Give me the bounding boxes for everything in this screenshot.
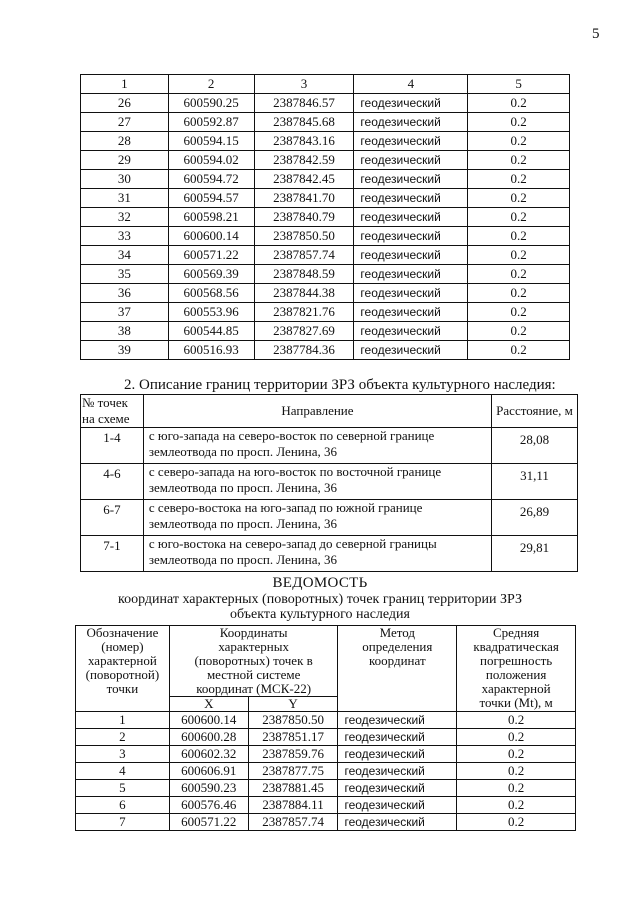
coord-y: 2387845.68: [254, 113, 354, 132]
method: геодезический: [354, 284, 468, 303]
table-row: [81, 322, 570, 341]
table-row: [81, 113, 570, 132]
point-number: 37: [81, 303, 169, 322]
page-number: 5: [592, 26, 600, 42]
table-row: [81, 94, 570, 113]
error: 0.2: [468, 94, 570, 113]
coord-x: 600571.22: [169, 814, 248, 831]
coord-y: 2387840.79: [254, 208, 354, 227]
direction-line: с юго-запада на северо-восток по северной границе: [148, 428, 435, 443]
statement-subtitle-line: координат характерных (поворотных) точек границ территории ЗРЗ: [117, 592, 523, 607]
table-row: [81, 265, 570, 284]
coordinates-header: [169, 626, 338, 697]
table-row: [81, 536, 578, 572]
method: геодезический: [354, 151, 468, 170]
method: геодезический: [354, 303, 468, 322]
table-row: [76, 797, 576, 814]
coord-y: 2387784.36: [254, 341, 354, 360]
header-line: Метод: [379, 625, 416, 640]
points-header-line: на схеме: [82, 411, 130, 426]
header-line: (поворотной): [85, 667, 160, 682]
direction-line: с юго-востока на северо-запад до северной границы: [148, 536, 437, 551]
header-line: координат (МСК-22): [196, 681, 312, 696]
coord-x: 600590.23: [169, 780, 248, 797]
statement-subtitle: [0, 592, 640, 622]
header-line: характерной: [87, 653, 157, 668]
method: геодезический: [354, 170, 468, 189]
header-line: Координаты: [219, 625, 288, 640]
error: 0.2: [457, 797, 576, 814]
table-row: [81, 303, 570, 322]
column-header: 5: [468, 75, 570, 94]
method: геодезический: [354, 265, 468, 284]
error: 0.2: [468, 322, 570, 341]
coord-y: 2387842.45: [254, 170, 354, 189]
coord-x: 600600.28: [169, 729, 248, 746]
method-header: [338, 626, 457, 712]
section-title: 2. Описание границ территории ЗРЗ объекта культурного наследия:: [124, 377, 556, 393]
coord-y: 2387884.11: [248, 797, 338, 814]
coord-y: 2387857.74: [254, 246, 354, 265]
column-header: 1: [81, 75, 169, 94]
method: геодезический: [338, 797, 457, 814]
coord-y: 2387821.76: [254, 303, 354, 322]
table-header-row: [81, 75, 570, 94]
header-line: положения: [485, 667, 547, 682]
coord-y: 2387844.38: [254, 284, 354, 303]
coord-y: 2387848.59: [254, 265, 354, 284]
error: 0.2: [457, 814, 576, 831]
error: 0.2: [468, 132, 570, 151]
error: 0.2: [468, 265, 570, 284]
distance-value: 26,89: [492, 500, 578, 536]
table-header-row: [76, 626, 576, 697]
error-header: [457, 626, 576, 712]
coord-x: 600576.46: [169, 797, 248, 814]
point-number: 33: [81, 227, 169, 246]
point-number: 5: [76, 780, 170, 797]
x-header: X: [169, 697, 248, 712]
table-row: [81, 227, 570, 246]
coord-y: 2387842.59: [254, 151, 354, 170]
header-line: (номер): [101, 639, 144, 654]
coord-x: 600600.14: [169, 712, 248, 729]
table-header-row: [81, 395, 578, 428]
coord-x: 600516.93: [168, 341, 254, 360]
table-row: [76, 712, 576, 729]
method: геодезический: [338, 712, 457, 729]
error: 0.2: [468, 208, 570, 227]
coord-x: 600592.87: [168, 113, 254, 132]
method: геодезический: [354, 94, 468, 113]
coord-x: 600594.15: [168, 132, 254, 151]
method: геодезический: [338, 780, 457, 797]
point-number: 34: [81, 246, 169, 265]
header-line: погрешность: [479, 653, 553, 668]
coord-y: 2387859.76: [248, 746, 338, 763]
direction-line: с северо-востока на юго-запад по южной границе: [148, 500, 423, 515]
method: геодезический: [338, 729, 457, 746]
table-row: [76, 746, 576, 763]
points-header: [81, 395, 144, 428]
method: геодезический: [354, 189, 468, 208]
error: 0.2: [468, 341, 570, 360]
method: геодезический: [338, 814, 457, 831]
table-row: [81, 428, 578, 464]
segment-points: 1-4: [81, 428, 144, 464]
error: 0.2: [457, 746, 576, 763]
coord-x: 600568.56: [168, 284, 254, 303]
coord-y: 2387851.17: [248, 729, 338, 746]
coord-x: 600553.96: [168, 303, 254, 322]
error: 0.2: [468, 151, 570, 170]
coord-y: 2387843.16: [254, 132, 354, 151]
coord-x: 600606.91: [169, 763, 248, 780]
point-number: 27: [81, 113, 169, 132]
point-number: 35: [81, 265, 169, 284]
method: геодезический: [354, 246, 468, 265]
point-number: 31: [81, 189, 169, 208]
column-header: 4: [354, 75, 468, 94]
distance-value: 31,11: [492, 464, 578, 500]
header-line: точки: [106, 681, 139, 696]
table-row: [81, 170, 570, 189]
coord-y: 2387841.70: [254, 189, 354, 208]
point-number: 30: [81, 170, 169, 189]
error: 0.2: [457, 763, 576, 780]
coord-x: 600569.39: [168, 265, 254, 284]
direction-line: землеотвода по просп. Ленина, 36: [148, 444, 337, 459]
boundary-description-table: [80, 394, 578, 572]
error: 0.2: [468, 284, 570, 303]
table-row: [81, 246, 570, 265]
header-line: Средняя: [492, 625, 540, 640]
point-number: 32: [81, 208, 169, 227]
coord-x: 600594.57: [168, 189, 254, 208]
point-number: 36: [81, 284, 169, 303]
direction-line: землеотвода по просп. Ленина, 36: [148, 552, 337, 567]
point-number: 29: [81, 151, 169, 170]
error: 0.2: [457, 712, 576, 729]
header-line: точки (Mt), м: [479, 695, 553, 710]
coord-y: 2387850.50: [248, 712, 338, 729]
method: геодезический: [338, 763, 457, 780]
point-number: 3: [76, 746, 170, 763]
coord-y: 2387857.74: [248, 814, 338, 831]
point-number: 4: [76, 763, 170, 780]
table-row: [76, 763, 576, 780]
method: геодезический: [338, 746, 457, 763]
coord-x: 600602.32: [169, 746, 248, 763]
header-line: характерной: [481, 681, 551, 696]
coord-y: 2387881.45: [248, 780, 338, 797]
table-row: [81, 341, 570, 360]
distance-value: 28,08: [492, 428, 578, 464]
statement-title: ВЕДОМОСТЬ: [272, 575, 368, 591]
error: 0.2: [468, 246, 570, 265]
point-number: 7: [76, 814, 170, 831]
header-line: определения: [362, 639, 433, 654]
direction-line: землеотвода по просп. Ленина, 36: [148, 480, 337, 495]
table-row: [81, 208, 570, 227]
error: 0.2: [468, 189, 570, 208]
header-line: характерных: [218, 639, 289, 654]
segment-points: 7-1: [81, 536, 144, 572]
statement-coordinates-table: [75, 625, 576, 831]
distance-header: Расстояние, м: [492, 395, 578, 428]
header-line: квадратическая: [473, 639, 559, 654]
table-row: [81, 500, 578, 536]
distance-value: 29,81: [492, 536, 578, 572]
direction-text: [143, 428, 491, 464]
points-header-line: № точек: [82, 395, 128, 410]
method: геодезический: [354, 227, 468, 246]
coord-y: 2387850.50: [254, 227, 354, 246]
coord-x: 600594.02: [168, 151, 254, 170]
method: геодезический: [354, 322, 468, 341]
designation-header: [76, 626, 170, 712]
error: 0.2: [457, 729, 576, 746]
y-header: Y: [248, 697, 338, 712]
point-number: 39: [81, 341, 169, 360]
method: геодезический: [354, 341, 468, 360]
coord-y: 2387846.57: [254, 94, 354, 113]
segment-points: 4-6: [81, 464, 144, 500]
error: 0.2: [457, 780, 576, 797]
error: 0.2: [468, 303, 570, 322]
error: 0.2: [468, 113, 570, 132]
table-row: [76, 729, 576, 746]
table-row: [81, 464, 578, 500]
coord-x: 600600.14: [168, 227, 254, 246]
header-line: местной системе: [206, 667, 301, 682]
point-number: 1: [76, 712, 170, 729]
error: 0.2: [468, 227, 570, 246]
coord-x: 600544.85: [168, 322, 254, 341]
direction-text: [143, 536, 491, 572]
segment-points: 6-7: [81, 500, 144, 536]
direction-line: землеотвода по просп. Ленина, 36: [148, 516, 337, 531]
header-line: координат: [369, 653, 426, 668]
method: геодезический: [354, 113, 468, 132]
table-row: [76, 780, 576, 797]
method: геодезический: [354, 132, 468, 151]
point-number: 6: [76, 797, 170, 814]
table-row: [76, 814, 576, 831]
coord-x: 600594.72: [168, 170, 254, 189]
point-number: 28: [81, 132, 169, 151]
statement-subtitle-line: объекта культурного наследия: [230, 607, 410, 622]
coord-x: 600590.25: [168, 94, 254, 113]
column-header: 3: [254, 75, 354, 94]
header-line: (поворотных) точек в: [194, 653, 313, 668]
error: 0.2: [468, 170, 570, 189]
point-number: 38: [81, 322, 169, 341]
table-row: [81, 151, 570, 170]
table-row: [81, 132, 570, 151]
coord-x: 600571.22: [168, 246, 254, 265]
header-line: Обозначение: [86, 625, 159, 640]
coord-y: 2387877.75: [248, 763, 338, 780]
coord-y: 2387827.69: [254, 322, 354, 341]
table-row: [81, 284, 570, 303]
direction-text: [143, 464, 491, 500]
coord-x: 600598.21: [168, 208, 254, 227]
point-number: 26: [81, 94, 169, 113]
point-number: 2: [76, 729, 170, 746]
coordinates-table-continued: [80, 74, 570, 360]
direction-line: с северо-запада на юго-восток по восточной границе: [148, 464, 442, 479]
method: геодезический: [354, 208, 468, 227]
table-row: [81, 189, 570, 208]
column-header: 2: [168, 75, 254, 94]
direction-header: Направление: [143, 395, 491, 428]
direction-text: [143, 500, 491, 536]
